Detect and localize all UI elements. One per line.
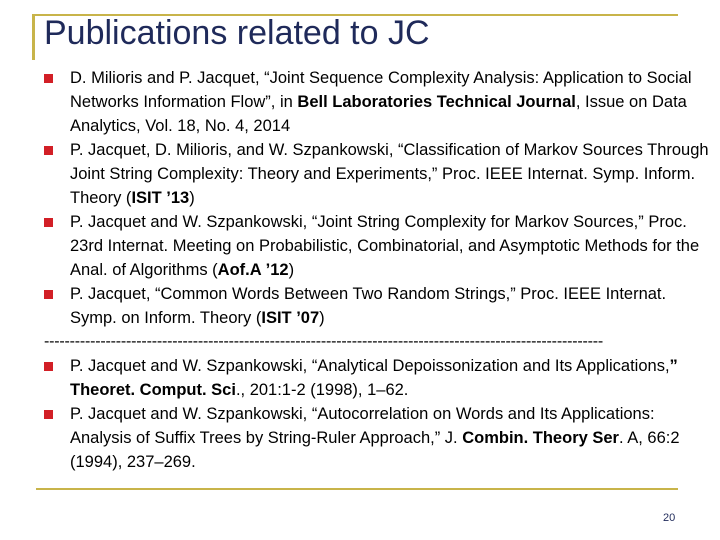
publication-text: D. Milioris and P. Jacquet, “Joint Sequence Complexity Analysis: Application to Social Networks Information Flow”, in	[70, 69, 692, 111]
publication-item	[44, 138, 712, 210]
publication-item	[44, 354, 712, 402]
separator-line: -------------------------------------------------------------------------------------------------------------	[44, 333, 603, 350]
publication-text: P. Jacquet, D. Milioris, and W. Szpankowski, “Classification of Markov Sources Through Joint String Complexity: Theory and Experiments,” Proc. IEEE Internat. Symp. Inform. Theory (	[70, 141, 709, 207]
publication-text: P. Jacquet and W. Szpankowski, “Joint String Complexity for Markov Sources,” Proc. 23rd Internat. Meeting on Probabilistic, Combinatorial, and Asymptotic Methods for the Anal. of Algorithms (	[70, 213, 700, 279]
publication-venue: ” Theoret. Comput. Sci	[70, 357, 678, 399]
publication-item	[44, 402, 712, 474]
publication-text: )	[319, 309, 325, 327]
title-frame-left-border	[32, 14, 35, 60]
publication-text: , Issue on Data Analytics, Vol. 18, No. 4, 2014	[70, 93, 687, 135]
publication-text: )	[189, 189, 195, 207]
publication-venue: Aof.A ’12	[217, 261, 289, 279]
bullet-square-icon	[44, 74, 53, 83]
slide-title: Publications related to JC	[44, 14, 430, 52]
publication-text: ., 201:1-2 (1998), 1–62.	[235, 381, 409, 399]
publication-venue: Bell Laboratories Technical Journal	[297, 93, 576, 111]
publication-list-lower	[44, 354, 712, 474]
publication-item	[44, 66, 712, 138]
footer-rule	[36, 488, 678, 490]
publication-item	[44, 282, 712, 330]
publication-list	[44, 66, 712, 474]
publication-venue: Combin. Theory Ser	[462, 429, 619, 447]
publication-text: . A, 66:2 (1994), 237–269.	[70, 429, 680, 471]
bullet-square-icon	[44, 290, 53, 299]
publication-venue: ISIT ’07	[261, 309, 320, 327]
page-number: 20	[663, 512, 676, 524]
publication-text: )	[288, 261, 295, 279]
publication-text: P. Jacquet, “Common Words Between Two Random Strings,” Proc. IEEE Internat. Symp. on Inform. Theory (	[70, 285, 667, 327]
publication-item	[44, 210, 712, 282]
bullet-square-icon	[44, 218, 53, 227]
bullet-square-icon	[44, 362, 53, 371]
bullet-square-icon	[44, 146, 53, 155]
publication-text: P. Jacquet and W. Szpankowski, “Analytical Depoissonization and Its Applications,	[70, 357, 670, 375]
bullet-square-icon	[44, 410, 53, 419]
publication-list-upper	[44, 66, 712, 330]
publication-venue: ISIT ’13	[131, 189, 190, 207]
publication-text: P. Jacquet and W. Szpankowski, “Autocorrelation on Words and Its Applications: Analysis of Suffix Trees by String-Ruler Approach,” J.	[70, 405, 655, 447]
